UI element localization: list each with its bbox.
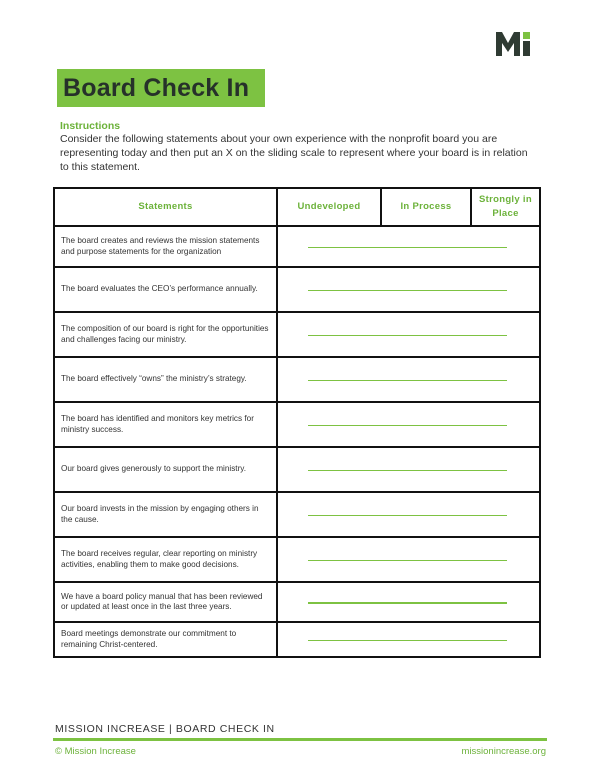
rating-scale-cell[interactable] bbox=[277, 312, 540, 357]
table-row bbox=[54, 402, 540, 447]
sliding-scale-line[interactable] bbox=[308, 515, 507, 517]
sliding-scale-line[interactable] bbox=[308, 560, 507, 562]
sliding-scale-line[interactable] bbox=[308, 335, 507, 337]
statement-text: Our board gives generously to support the ministry. bbox=[54, 447, 277, 492]
rating-scale-cell[interactable] bbox=[277, 537, 540, 582]
statement-text: The board has identified and monitors key metrics for ministry success. bbox=[54, 402, 277, 447]
rating-scale-cell[interactable] bbox=[277, 492, 540, 537]
statement-text: The board effectively “owns” the ministry’s strategy. bbox=[54, 357, 277, 402]
rating-scale-cell[interactable] bbox=[277, 582, 540, 622]
statement-text: The composition of our board is right for the opportunities and challenges facing our ministry. bbox=[54, 312, 277, 357]
footer-label: MISSION INCREASE | BOARD CHECK IN bbox=[55, 723, 275, 735]
table-row bbox=[54, 267, 540, 312]
title-banner bbox=[57, 69, 265, 107]
rating-scale-cell[interactable] bbox=[277, 267, 540, 312]
rating-scale-cell[interactable] bbox=[277, 226, 540, 267]
header-strongly-in-place: Strongly in Place bbox=[471, 188, 540, 226]
instructions-text: Consider the following statements about your own experience with the nonprofit board you are representing today and then put an X on the sliding scale to represent where your board is in relation to this statement. bbox=[60, 133, 528, 173]
rating-scale-cell[interactable] bbox=[277, 357, 540, 402]
header-undeveloped: Undeveloped bbox=[277, 188, 381, 226]
header-in-process: In Process bbox=[381, 188, 471, 226]
sliding-scale-line[interactable] bbox=[308, 602, 507, 604]
rating-scale-cell[interactable] bbox=[277, 447, 540, 492]
table-row bbox=[54, 447, 540, 492]
table-row bbox=[54, 492, 540, 537]
rating-scale-cell[interactable] bbox=[277, 402, 540, 447]
footer-copyright: © Mission Increase bbox=[55, 746, 136, 757]
page-title: Board Check In bbox=[63, 74, 250, 102]
footer-website[interactable]: missionincrease.org bbox=[461, 746, 546, 757]
mission-increase-logo bbox=[496, 32, 536, 56]
table-row bbox=[54, 622, 540, 657]
statement-text: The board evaluates the CEO’s performance annually. bbox=[54, 267, 277, 312]
sliding-scale-line[interactable] bbox=[308, 425, 507, 427]
sliding-scale-line[interactable] bbox=[308, 470, 507, 472]
table-row bbox=[54, 226, 540, 267]
sliding-scale-line[interactable] bbox=[308, 640, 507, 642]
statement-text: Our board invests in the mission by engaging others in the cause. bbox=[54, 492, 277, 537]
table-row bbox=[54, 537, 540, 582]
statement-text: The board creates and reviews the mission statements and purpose statements for the organization bbox=[54, 226, 277, 267]
statement-text: We have a board policy manual that has been reviewed or updated at least once in the last three years. bbox=[54, 582, 277, 622]
assessment-table bbox=[53, 187, 541, 658]
statement-text: The board receives regular, clear reporting on ministry activities, enabling them to make good decisions. bbox=[54, 537, 277, 582]
sliding-scale-line[interactable] bbox=[308, 247, 507, 249]
footer-divider bbox=[53, 738, 547, 741]
statement-text: Board meetings demonstrate our commitment to remaining Christ-centered. bbox=[54, 622, 277, 657]
table-row bbox=[54, 312, 540, 357]
rating-scale-cell[interactable] bbox=[277, 622, 540, 657]
table-row bbox=[54, 357, 540, 402]
instructions-heading: Instructions bbox=[60, 120, 121, 132]
sliding-scale-line[interactable] bbox=[308, 380, 507, 382]
table-row bbox=[54, 582, 540, 622]
table-header-row bbox=[54, 188, 540, 226]
header-statements: Statements bbox=[54, 188, 277, 226]
sliding-scale-line[interactable] bbox=[308, 290, 507, 292]
